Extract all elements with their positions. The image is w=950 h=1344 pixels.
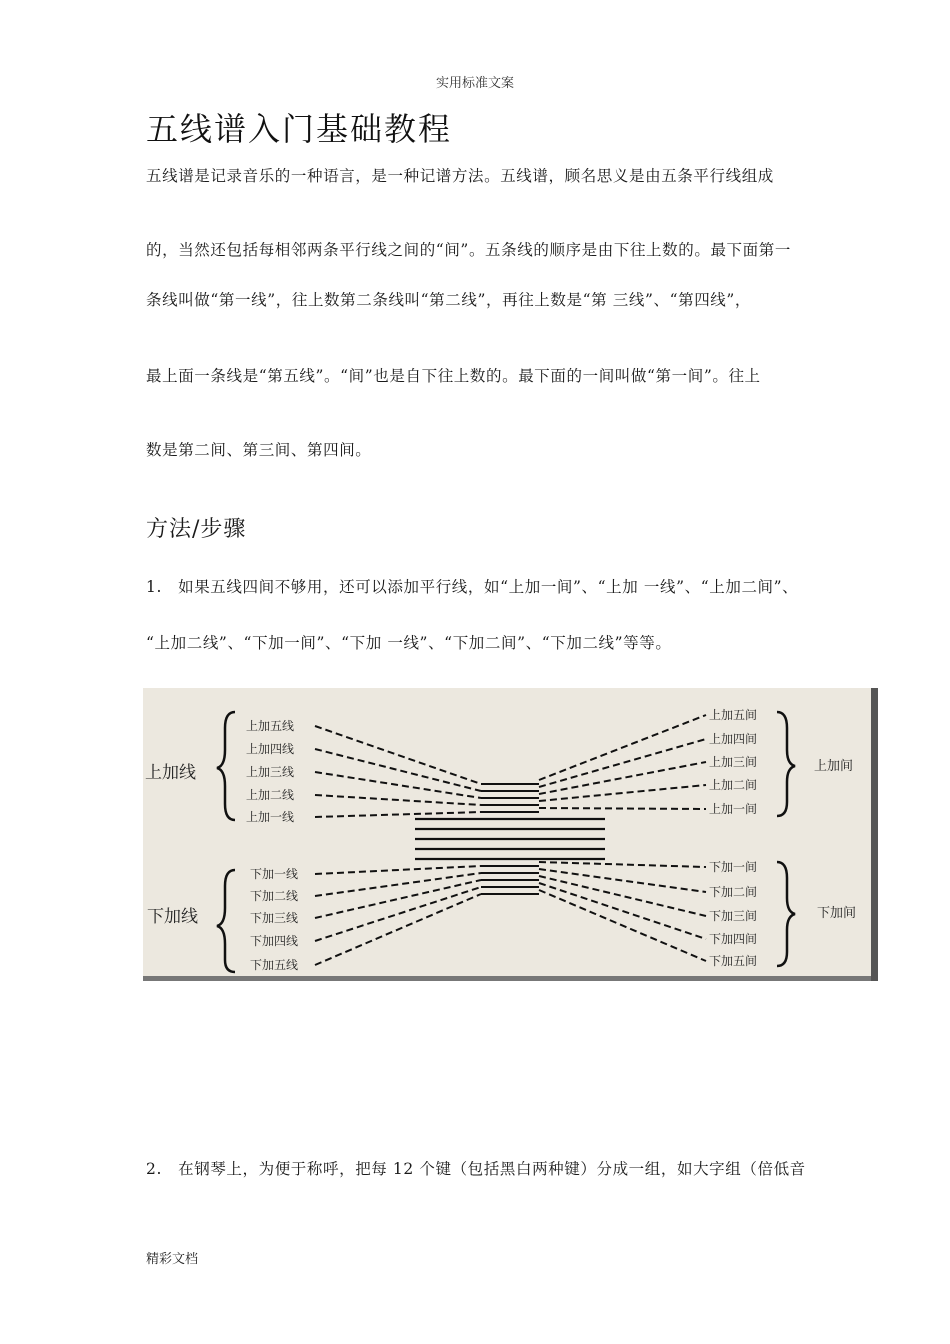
paragraph-4: 最上面一条线是“第五线”。“间”也是自下往上数的。最下面的一间叫做“第一间”。往上 xyxy=(146,367,761,385)
lower-space-item: 下加一间 xyxy=(709,860,758,874)
lower-group-label: 下加线 xyxy=(147,907,198,927)
lower-line-label: 下加一线 xyxy=(250,867,299,881)
lower-space-item: 下加五间 xyxy=(709,954,758,968)
lower-space-item: 下加二间 xyxy=(709,885,758,899)
step-2: 2. 在钢琴上，为便于称呼，把每 12 个键（包括黑白两种键）分成一组，如大字组（倍低音 xyxy=(146,1160,806,1178)
lower-line-label: 下加四线 xyxy=(250,934,299,948)
lower-line-label: 下加五线 xyxy=(250,958,299,972)
section-title: 方法/步骤 xyxy=(146,517,247,542)
lower-space-label: 下加间 xyxy=(817,906,857,921)
upper-line-label: 上加二线 xyxy=(246,788,295,802)
upper-line-label: 上加四线 xyxy=(246,742,295,756)
upper-space-label: 上加间 xyxy=(814,759,854,774)
lower-line-label: 下加二线 xyxy=(250,889,299,903)
lower-space-item: 下加四间 xyxy=(709,932,758,946)
paragraph-3: 条线叫做“第一线”，往上数第二条线叫“第二线”，再往上数是“第 三线”、“第四线”， xyxy=(146,291,752,309)
upper-group-label: 上加线 xyxy=(145,763,196,783)
upper-line-label: 上加五线 xyxy=(246,719,295,733)
upper-space-item: 上加三间 xyxy=(709,755,758,769)
paragraph-1: 五线谱是记录音乐的一种语言，是一种记谱方法。五线谱，顾名思义是由五条平行线组成 xyxy=(146,167,774,185)
diagram-bottom-edge xyxy=(143,976,878,981)
upper-line-label: 上加三线 xyxy=(246,765,295,779)
diagram-right-edge xyxy=(871,688,878,981)
upper-space-item: 上加五间 xyxy=(709,708,758,722)
ledger-lines-diagram xyxy=(143,688,878,981)
step-1-line-1: 1. 如果五线四间不够用，还可以添加平行线，如“上加一间”、“上加 一线”、“上加二间”、 xyxy=(146,578,799,596)
paragraph-5: 数是第二间、第三间、第四间。 xyxy=(146,441,372,459)
lower-line-label: 下加三线 xyxy=(250,911,299,925)
paragraph-2: 的，当然还包括每相邻两条平行线之间的“间”。五条线的顺序是由下往上数的。最下面第一 xyxy=(146,241,791,259)
page-footer: 精彩文档 xyxy=(146,1252,199,1267)
page-header: 实用标准文案 xyxy=(435,76,514,91)
document-title: 五线谱入门基础教程 xyxy=(146,110,453,148)
lower-space-item: 下加三间 xyxy=(709,909,758,923)
upper-line-label: 上加一线 xyxy=(246,810,295,824)
upper-space-item: 上加二间 xyxy=(709,778,758,792)
upper-space-item: 上加四间 xyxy=(709,732,758,746)
upper-space-item: 上加一间 xyxy=(709,802,758,816)
step-1-line-2: “上加二线”、“下加一间”、“下加 一线”、“下加二间”、“下加二线”等等。 xyxy=(146,634,672,652)
